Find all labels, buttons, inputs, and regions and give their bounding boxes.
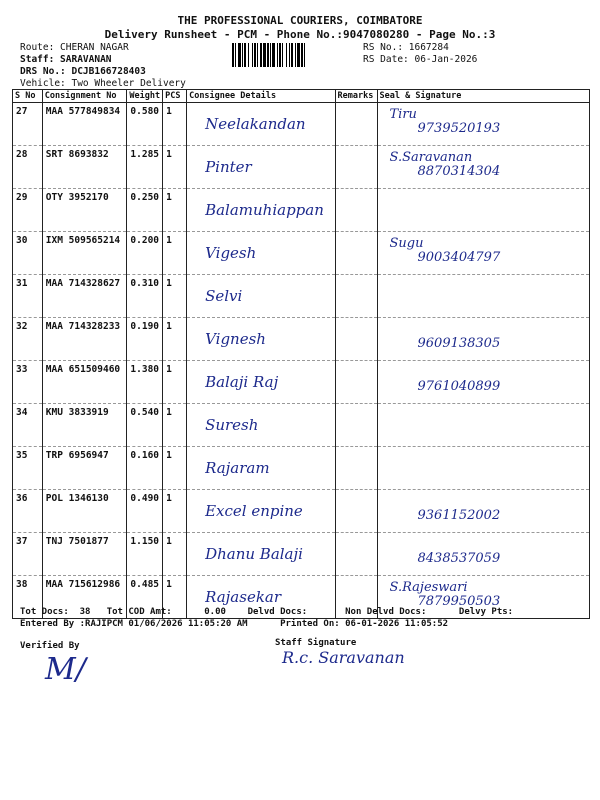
entered-by-line: Entered By :RAJIPCM 01/06/2026 11:05:20 AM Printed On: 06-01-2026 11:05:52 [20,619,449,629]
sno-cell: 31 [13,275,43,318]
remarks-cell [335,318,377,361]
consignment-cell: MAA 715612986 [42,576,127,619]
remarks-cell [335,404,377,447]
col-pcs: PCS [163,90,187,103]
consignee-cell [187,189,335,232]
signature-cell [377,275,590,318]
remarks-cell [335,232,377,275]
consignee-handwriting: Dhanu Balaji [205,545,303,563]
pcs-cell: 1 [163,447,187,490]
remarks-cell [335,447,377,490]
signature-cell [377,447,590,490]
consignee-handwriting: Rajaram [205,459,270,477]
col-sno: S No [13,90,43,103]
pcs-cell: 1 [163,490,187,533]
remarks-cell [335,189,377,232]
consignee-cell [187,275,335,318]
drs-number: DRS No.: DCJB166728403 [20,66,146,77]
pcs-cell: 1 [163,576,187,619]
verified-signature: M/ [45,652,86,687]
remarks-cell [335,361,377,404]
phone-handwriting: 8870314304 [417,164,501,179]
staff-label: Staff: SARAVANAN [20,54,112,65]
staff-signature-label: Staff Signature [275,638,357,648]
runsheet-subtitle: Delivery Runsheet - PCM - Phone No.:9047080280 - Page No.:3 [104,28,496,41]
consignee-cell [187,490,335,533]
pcs-cell: 1 [163,318,187,361]
sno-cell: 38 [13,576,43,619]
table-header-row [13,90,590,103]
totals-line: Tot Docs: 38 Tot COD Amt: 0.00 Delvd Docs: Non Delvd Docs: Delvy Pts: [20,607,514,617]
consignee-cell [187,404,335,447]
col-consignee: Consignee Details [187,90,335,103]
consignment-cell: OTY 3952170 [42,189,127,232]
signature-cell [377,318,590,361]
sno-cell: 28 [13,146,43,189]
sno-cell: 33 [13,361,43,404]
col-weight: Weight [127,90,163,103]
pcs-cell: 1 [163,146,187,189]
sno-cell: 35 [13,447,43,490]
weight-cell: 0.540 [127,404,163,447]
table-row [13,275,590,318]
consignee-handwriting: Neelakandan [205,115,306,133]
runsheet-meta-right [363,42,477,66]
remarks-cell [335,533,377,576]
table-row [13,447,590,490]
consignee-handwriting: Balaji Raj [205,373,279,391]
phone-handwriting: 7879950503 [417,594,501,609]
consignee-handwriting: Pinter [205,158,252,176]
consignee-handwriting: Excel enpine [205,502,303,520]
consignment-cell: MAA 714328627 [42,275,127,318]
consignee-cell [187,361,335,404]
col-consignment: Consignment No [42,90,127,103]
staff-signature-handwriting: R.c. Saravanan [282,648,405,667]
signature-cell [377,103,590,146]
signature-cell [377,146,590,189]
signature-cell [377,490,590,533]
weight-cell: 0.200 [127,232,163,275]
consignment-cell: KMU 3833919 [42,404,127,447]
phone-handwriting: 8438537059 [417,551,501,566]
pcs-cell: 1 [163,404,187,447]
pcs-cell: 1 [163,275,187,318]
table-row [13,361,590,404]
weight-cell: 0.250 [127,189,163,232]
sno-cell: 32 [13,318,43,361]
consignment-cell: MAA 577849834 [42,103,127,146]
table-row [13,103,590,146]
signature-cell [377,361,590,404]
table-row [13,404,590,447]
weight-cell: 0.160 [127,447,163,490]
phone-handwriting: 9761040899 [417,379,501,394]
rs-date: RS Date: 06-Jan-2026 [363,54,478,65]
signature-cell [377,404,590,447]
phone-handwriting: 9739520193 [417,121,501,136]
pcs-cell: 1 [163,232,187,275]
weight-cell: 0.310 [127,275,163,318]
table-row [13,318,590,361]
consignee-cell [187,146,335,189]
consignment-cell: TNJ 7501877 [42,533,127,576]
table-row [13,533,590,576]
sno-cell: 37 [13,533,43,576]
signature-handwriting: S.Saravanan [389,150,473,165]
consignment-cell: MAA 651509460 [42,361,127,404]
route-label: Route: CHERAN NAGAR [20,42,129,53]
runsheet-table [12,89,590,619]
weight-cell: 0.490 [127,490,163,533]
sno-cell: 30 [13,232,43,275]
sno-cell: 29 [13,189,43,232]
signature-handwriting: S.Rajeswari [389,580,468,595]
barcode-icon [232,43,356,67]
phone-handwriting: 9361152002 [417,508,501,523]
table-row [13,189,590,232]
sno-cell: 34 [13,404,43,447]
consignee-handwriting: Balamuhiappan [205,201,324,219]
pcs-cell: 1 [163,103,187,146]
consignee-handwriting: Rajasekar [205,588,282,606]
weight-cell: 1.150 [127,533,163,576]
signature-cell [377,189,590,232]
consignment-cell: POL 1346130 [42,490,127,533]
remarks-cell [335,103,377,146]
consignee-handwriting: Vigesh [205,244,257,262]
consignment-cell: SRT 8693832 [42,146,127,189]
remarks-cell [335,490,377,533]
signature-handwriting: Sugu [389,236,424,251]
weight-cell: 1.285 [127,146,163,189]
consignee-cell [187,533,335,576]
remarks-cell [335,275,377,318]
weight-cell: 1.380 [127,361,163,404]
consignee-handwriting: Selvi [205,287,243,305]
table-row [13,146,590,189]
col-signature: Seal & Signature [377,90,590,103]
vehicle-label: Vehicle: Two Wheeler Delivery [20,78,186,89]
weight-cell: 0.485 [127,576,163,619]
table-row [13,490,590,533]
consignee-handwriting: Vignesh [205,330,266,348]
consignment-cell: IXM 509565214 [42,232,127,275]
pcs-cell: 1 [163,189,187,232]
col-remarks: Remarks [335,90,377,103]
consignee-cell [187,232,335,275]
sno-cell: 27 [13,103,43,146]
consignee-cell [187,318,335,361]
consignee-handwriting: Suresh [205,416,259,434]
sno-cell: 36 [13,490,43,533]
weight-cell: 0.190 [127,318,163,361]
verified-by-label: Verified By [20,641,80,651]
company-title: THE PROFESSIONAL COURIERS, COIMBATORE [177,14,423,27]
remarks-cell [335,146,377,189]
pcs-cell: 1 [163,533,187,576]
phone-handwriting: 9003404797 [417,250,501,265]
consignee-cell [187,103,335,146]
phone-handwriting: 9609138305 [417,336,501,351]
signature-cell [377,533,590,576]
consignee-cell [187,447,335,490]
weight-cell: 0.580 [127,103,163,146]
consignment-cell: TRP 6956947 [42,447,127,490]
runsheet-meta-left [20,42,186,90]
rs-number: RS No.: 1667284 [363,42,449,53]
consignment-cell: MAA 714328233 [42,318,127,361]
signature-handwriting: Tiru [389,107,417,122]
table-row [13,232,590,275]
pcs-cell: 1 [163,361,187,404]
signature-cell [377,232,590,275]
